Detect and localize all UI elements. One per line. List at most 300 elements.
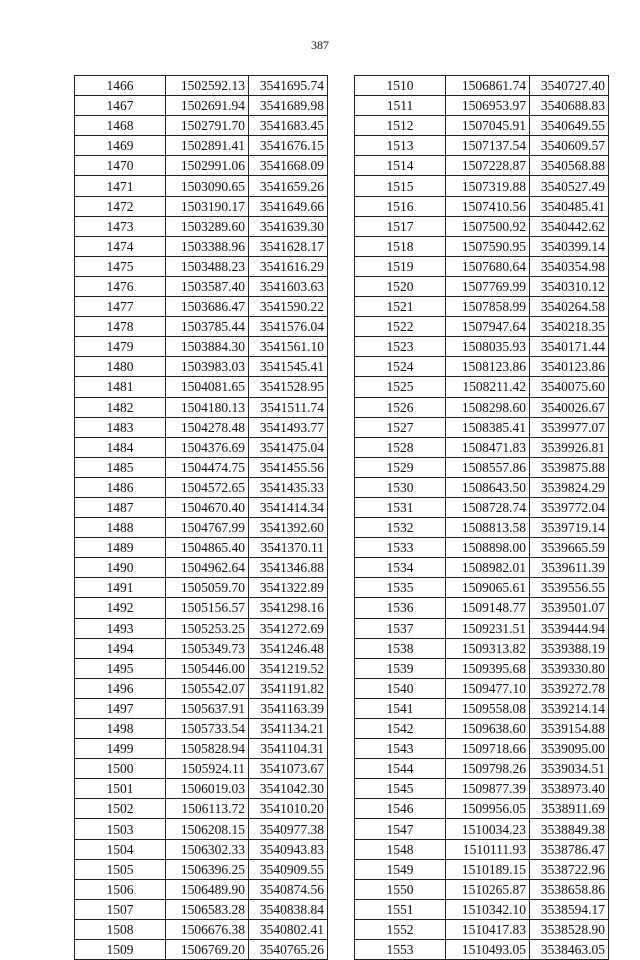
table-row	[355, 518, 609, 538]
x-coordinate-cell: 1507319.88	[446, 176, 530, 196]
y-coordinate-cell: 3540218.35	[530, 317, 609, 337]
point-number-cell: 1539	[355, 658, 446, 678]
x-coordinate-cell: 1509638.60	[446, 719, 530, 739]
x-coordinate-cell: 1509718.66	[446, 739, 530, 759]
x-coordinate-cell: 1506583.28	[166, 899, 249, 919]
x-coordinate-cell: 1508898.00	[446, 538, 530, 558]
y-coordinate-cell: 3539875.88	[530, 457, 609, 477]
y-coordinate-cell: 3539665.59	[530, 538, 609, 558]
x-coordinate-cell: 1507228.87	[446, 156, 530, 176]
table-row	[355, 357, 609, 377]
x-coordinate-cell: 1506302.33	[166, 839, 249, 859]
point-number-cell: 1529	[355, 457, 446, 477]
point-number-cell: 1544	[355, 759, 446, 779]
y-coordinate-cell: 3540727.40	[530, 76, 609, 96]
table-row	[75, 397, 328, 417]
point-number-cell: 1490	[75, 558, 166, 578]
point-number-cell: 1505	[75, 859, 166, 879]
table-row	[355, 558, 609, 578]
point-number-cell: 1504	[75, 839, 166, 859]
y-coordinate-cell: 3541042.30	[249, 779, 328, 799]
x-coordinate-cell: 1502991.06	[166, 156, 249, 176]
x-coordinate-cell: 1508471.83	[446, 437, 530, 457]
table-row	[355, 377, 609, 397]
x-coordinate-cell: 1507045.91	[446, 116, 530, 136]
x-coordinate-cell: 1510342.10	[446, 899, 530, 919]
point-number-cell: 1553	[355, 940, 446, 960]
y-coordinate-cell: 3541191.82	[249, 678, 328, 698]
table-row	[75, 417, 328, 437]
point-number-cell: 1466	[75, 76, 166, 96]
x-coordinate-cell: 1505446.00	[166, 658, 249, 678]
x-coordinate-cell: 1508728.74	[446, 497, 530, 517]
table-row	[75, 779, 328, 799]
x-coordinate-cell: 1509148.77	[446, 598, 530, 618]
point-number-cell: 1520	[355, 276, 446, 296]
point-number-cell: 1543	[355, 739, 446, 759]
point-number-cell: 1472	[75, 196, 166, 216]
point-number-cell: 1477	[75, 297, 166, 317]
point-number-cell: 1549	[355, 859, 446, 879]
table-row	[75, 337, 328, 357]
table-row	[355, 256, 609, 276]
y-coordinate-cell: 3541298.16	[249, 598, 328, 618]
table-row	[75, 136, 328, 156]
y-coordinate-cell: 3539444.94	[530, 618, 609, 638]
y-coordinate-cell: 3541272.69	[249, 618, 328, 638]
point-number-cell: 1496	[75, 678, 166, 698]
x-coordinate-cell: 1506676.38	[166, 919, 249, 939]
table-row	[355, 116, 609, 136]
point-number-cell: 1469	[75, 136, 166, 156]
point-number-cell: 1507	[75, 899, 166, 919]
y-coordinate-cell: 3540765.26	[249, 940, 328, 960]
y-coordinate-cell: 3541435.33	[249, 477, 328, 497]
table-row	[75, 698, 328, 718]
y-coordinate-cell: 3540649.55	[530, 116, 609, 136]
x-coordinate-cell: 1506208.15	[166, 819, 249, 839]
y-coordinate-cell: 3538786.47	[530, 839, 609, 859]
table-row	[75, 76, 328, 96]
y-coordinate-cell: 3541561.10	[249, 337, 328, 357]
y-coordinate-cell: 3541455.56	[249, 457, 328, 477]
y-coordinate-cell: 3539501.07	[530, 598, 609, 618]
table-row	[355, 216, 609, 236]
x-coordinate-cell: 1505253.25	[166, 618, 249, 638]
x-coordinate-cell: 1507947.64	[446, 317, 530, 337]
x-coordinate-cell: 1508211.42	[446, 377, 530, 397]
y-coordinate-cell: 3540171.44	[530, 337, 609, 357]
y-coordinate-cell: 3541590.22	[249, 297, 328, 317]
x-coordinate-cell: 1509956.05	[446, 799, 530, 819]
x-coordinate-cell: 1504962.64	[166, 558, 249, 578]
table-row	[355, 156, 609, 176]
y-coordinate-cell: 3540838.84	[249, 899, 328, 919]
x-coordinate-cell: 1504767.99	[166, 518, 249, 538]
x-coordinate-cell: 1510034.23	[446, 819, 530, 839]
x-coordinate-cell: 1504376.69	[166, 437, 249, 457]
table-row	[75, 236, 328, 256]
point-number-cell: 1483	[75, 417, 166, 437]
point-number-cell: 1548	[355, 839, 446, 859]
point-number-cell: 1470	[75, 156, 166, 176]
y-coordinate-cell: 3540943.83	[249, 839, 328, 859]
y-coordinate-cell: 3541545.41	[249, 357, 328, 377]
table-row	[75, 96, 328, 116]
table-row	[75, 879, 328, 899]
point-number-cell: 1527	[355, 417, 446, 437]
point-number-cell: 1538	[355, 638, 446, 658]
table-row	[355, 538, 609, 558]
table-row	[355, 96, 609, 116]
table-row	[75, 799, 328, 819]
point-number-cell: 1482	[75, 397, 166, 417]
point-number-cell: 1484	[75, 437, 166, 457]
point-number-cell: 1468	[75, 116, 166, 136]
y-coordinate-cell: 3540609.57	[530, 136, 609, 156]
table-row	[355, 940, 609, 960]
y-coordinate-cell: 3541134.21	[249, 719, 328, 739]
point-number-cell: 1523	[355, 337, 446, 357]
x-coordinate-cell: 1505924.11	[166, 759, 249, 779]
y-coordinate-cell: 3540527.49	[530, 176, 609, 196]
table-row	[75, 196, 328, 216]
table-row	[75, 116, 328, 136]
x-coordinate-cell: 1509798.26	[446, 759, 530, 779]
table-row	[75, 578, 328, 598]
y-coordinate-cell: 3540977.38	[249, 819, 328, 839]
point-number-cell: 1547	[355, 819, 446, 839]
y-coordinate-cell: 3539095.00	[530, 739, 609, 759]
x-coordinate-cell: 1506489.90	[166, 879, 249, 899]
y-coordinate-cell: 3539719.14	[530, 518, 609, 538]
table-row	[355, 879, 609, 899]
x-coordinate-cell: 1503190.17	[166, 196, 249, 216]
y-coordinate-cell: 3541528.95	[249, 377, 328, 397]
point-number-cell: 1536	[355, 598, 446, 618]
point-number-cell: 1517	[355, 216, 446, 236]
x-coordinate-cell: 1502891.41	[166, 136, 249, 156]
y-coordinate-cell: 3539388.19	[530, 638, 609, 658]
x-coordinate-cell: 1510493.05	[446, 940, 530, 960]
table-row	[75, 819, 328, 839]
y-coordinate-cell: 3540123.86	[530, 357, 609, 377]
point-number-cell: 1479	[75, 337, 166, 357]
point-number-cell: 1509	[75, 940, 166, 960]
point-number-cell: 1515	[355, 176, 446, 196]
table-row	[355, 799, 609, 819]
point-number-cell: 1535	[355, 578, 446, 598]
point-number-cell: 1485	[75, 457, 166, 477]
table-row	[355, 638, 609, 658]
table-row	[355, 276, 609, 296]
point-number-cell: 1497	[75, 698, 166, 718]
x-coordinate-cell: 1504278.48	[166, 417, 249, 437]
table-row	[75, 297, 328, 317]
y-coordinate-cell: 3539034.51	[530, 759, 609, 779]
point-number-cell: 1533	[355, 538, 446, 558]
x-coordinate-cell: 1508982.01	[446, 558, 530, 578]
point-number-cell: 1526	[355, 397, 446, 417]
x-coordinate-cell: 1503785.44	[166, 317, 249, 337]
y-coordinate-cell: 3541010.20	[249, 799, 328, 819]
x-coordinate-cell: 1510265.87	[446, 879, 530, 899]
table-row	[75, 538, 328, 558]
y-coordinate-cell: 3539272.78	[530, 678, 609, 698]
table-row	[355, 678, 609, 698]
x-coordinate-cell: 1509231.51	[446, 618, 530, 638]
y-coordinate-cell: 3539214.14	[530, 698, 609, 718]
point-number-cell: 1511	[355, 96, 446, 116]
point-number-cell: 1525	[355, 377, 446, 397]
y-coordinate-cell: 3538849.38	[530, 819, 609, 839]
table-row	[355, 658, 609, 678]
x-coordinate-cell: 1506953.97	[446, 96, 530, 116]
y-coordinate-cell: 3539926.81	[530, 437, 609, 457]
y-coordinate-cell: 3541616.29	[249, 256, 328, 276]
point-number-cell: 1545	[355, 779, 446, 799]
y-coordinate-cell: 3541073.67	[249, 759, 328, 779]
table-row	[355, 457, 609, 477]
x-coordinate-cell: 1504670.40	[166, 497, 249, 517]
table-row	[75, 156, 328, 176]
table-row	[75, 940, 328, 960]
point-number-cell: 1495	[75, 658, 166, 678]
y-coordinate-cell: 3538722.96	[530, 859, 609, 879]
table-row	[75, 497, 328, 517]
table-row	[75, 477, 328, 497]
table-row	[355, 317, 609, 337]
y-coordinate-cell: 3539330.80	[530, 658, 609, 678]
point-number-cell: 1475	[75, 256, 166, 276]
table-row	[355, 839, 609, 859]
y-coordinate-cell: 3540874.56	[249, 879, 328, 899]
table-row	[355, 578, 609, 598]
point-number-cell: 1480	[75, 357, 166, 377]
table-row	[75, 598, 328, 618]
x-coordinate-cell: 1505059.70	[166, 578, 249, 598]
page-number: 387	[311, 38, 329, 52]
point-number-cell: 1522	[355, 317, 446, 337]
table-row	[75, 457, 328, 477]
point-number-cell: 1537	[355, 618, 446, 638]
x-coordinate-cell: 1504180.13	[166, 397, 249, 417]
table-row	[355, 698, 609, 718]
point-number-cell: 1552	[355, 919, 446, 939]
x-coordinate-cell: 1503587.40	[166, 276, 249, 296]
x-coordinate-cell: 1506113.72	[166, 799, 249, 819]
y-coordinate-cell: 3541603.63	[249, 276, 328, 296]
point-number-cell: 1467	[75, 96, 166, 116]
point-number-cell: 1513	[355, 136, 446, 156]
y-coordinate-cell: 3541414.34	[249, 497, 328, 517]
y-coordinate-cell: 3540688.83	[530, 96, 609, 116]
table-row	[355, 618, 609, 638]
point-number-cell: 1550	[355, 879, 446, 899]
y-coordinate-cell: 3539154.88	[530, 719, 609, 739]
table-row	[355, 497, 609, 517]
y-coordinate-cell: 3540075.60	[530, 377, 609, 397]
table-row	[355, 297, 609, 317]
point-number-cell: 1488	[75, 518, 166, 538]
point-number-cell: 1501	[75, 779, 166, 799]
y-coordinate-cell: 3540485.41	[530, 196, 609, 216]
x-coordinate-cell: 1503983.03	[166, 357, 249, 377]
table-row	[75, 437, 328, 457]
y-coordinate-cell: 3538911.69	[530, 799, 609, 819]
x-coordinate-cell: 1508298.60	[446, 397, 530, 417]
point-number-cell: 1518	[355, 236, 446, 256]
table-row	[75, 216, 328, 236]
y-coordinate-cell: 3540354.98	[530, 256, 609, 276]
y-coordinate-cell: 3541683.45	[249, 116, 328, 136]
point-number-cell: 1481	[75, 377, 166, 397]
y-coordinate-cell: 3541163.39	[249, 698, 328, 718]
x-coordinate-cell: 1504474.75	[166, 457, 249, 477]
y-coordinate-cell: 3541668.09	[249, 156, 328, 176]
point-number-cell: 1471	[75, 176, 166, 196]
point-number-cell: 1498	[75, 719, 166, 739]
table-row	[75, 638, 328, 658]
x-coordinate-cell: 1504865.40	[166, 538, 249, 558]
y-coordinate-cell: 3539556.55	[530, 578, 609, 598]
x-coordinate-cell: 1505349.73	[166, 638, 249, 658]
x-coordinate-cell: 1508557.86	[446, 457, 530, 477]
x-coordinate-cell: 1504081.65	[166, 377, 249, 397]
table-row	[355, 136, 609, 156]
y-coordinate-cell: 3541649.66	[249, 196, 328, 216]
x-coordinate-cell: 1507858.99	[446, 297, 530, 317]
x-coordinate-cell: 1508035.93	[446, 337, 530, 357]
x-coordinate-cell: 1510417.83	[446, 919, 530, 939]
y-coordinate-cell: 3541628.17	[249, 236, 328, 256]
x-coordinate-cell: 1505542.07	[166, 678, 249, 698]
point-number-cell: 1499	[75, 739, 166, 759]
y-coordinate-cell: 3540399.14	[530, 236, 609, 256]
table-row	[355, 859, 609, 879]
table-row	[355, 76, 609, 96]
x-coordinate-cell: 1505828.94	[166, 739, 249, 759]
y-coordinate-cell: 3541576.04	[249, 317, 328, 337]
x-coordinate-cell: 1508123.86	[446, 357, 530, 377]
point-number-cell: 1516	[355, 196, 446, 216]
point-number-cell: 1532	[355, 518, 446, 538]
point-number-cell: 1493	[75, 618, 166, 638]
x-coordinate-cell: 1507680.64	[446, 256, 530, 276]
point-number-cell: 1542	[355, 719, 446, 739]
point-number-cell: 1510	[355, 76, 446, 96]
table-row	[355, 196, 609, 216]
point-number-cell: 1534	[355, 558, 446, 578]
point-number-cell: 1540	[355, 678, 446, 698]
y-coordinate-cell: 3538463.05	[530, 940, 609, 960]
table-row	[75, 256, 328, 276]
y-coordinate-cell: 3539824.29	[530, 477, 609, 497]
x-coordinate-cell: 1503090.65	[166, 176, 249, 196]
y-coordinate-cell: 3541695.74	[249, 76, 328, 96]
table-row	[355, 417, 609, 437]
y-coordinate-cell: 3541676.15	[249, 136, 328, 156]
table-row	[355, 598, 609, 618]
table-row	[355, 739, 609, 759]
y-coordinate-cell: 3540264.58	[530, 297, 609, 317]
x-coordinate-cell: 1509395.68	[446, 658, 530, 678]
table-row	[355, 719, 609, 739]
table-row	[75, 739, 328, 759]
y-coordinate-cell: 3540442.62	[530, 216, 609, 236]
y-coordinate-cell: 3541392.60	[249, 518, 328, 538]
table-body	[355, 76, 609, 960]
y-coordinate-cell: 3540026.67	[530, 397, 609, 417]
point-number-cell: 1551	[355, 899, 446, 919]
y-coordinate-cell: 3541659.26	[249, 176, 328, 196]
y-coordinate-cell: 3541511.74	[249, 397, 328, 417]
table-body	[75, 76, 328, 960]
y-coordinate-cell: 3538594.17	[530, 899, 609, 919]
table-row	[75, 919, 328, 939]
point-number-cell: 1541	[355, 698, 446, 718]
table-row	[355, 477, 609, 497]
point-number-cell: 1512	[355, 116, 446, 136]
table-row	[75, 759, 328, 779]
x-coordinate-cell: 1507500.92	[446, 216, 530, 236]
table-row	[75, 859, 328, 879]
point-number-cell: 1491	[75, 578, 166, 598]
x-coordinate-cell: 1507410.56	[446, 196, 530, 216]
point-number-cell: 1531	[355, 497, 446, 517]
x-coordinate-cell: 1505637.91	[166, 698, 249, 718]
y-coordinate-cell: 3540568.88	[530, 156, 609, 176]
table-row	[355, 899, 609, 919]
table-row	[355, 337, 609, 357]
point-number-cell: 1546	[355, 799, 446, 819]
table-row	[355, 437, 609, 457]
x-coordinate-cell: 1509477.10	[446, 678, 530, 698]
y-coordinate-cell: 3540909.55	[249, 859, 328, 879]
x-coordinate-cell: 1507590.95	[446, 236, 530, 256]
x-coordinate-cell: 1509558.08	[446, 698, 530, 718]
x-coordinate-cell: 1506396.25	[166, 859, 249, 879]
y-coordinate-cell: 3541346.88	[249, 558, 328, 578]
x-coordinate-cell: 1503289.60	[166, 216, 249, 236]
point-number-cell: 1476	[75, 276, 166, 296]
point-number-cell: 1502	[75, 799, 166, 819]
table-row	[75, 618, 328, 638]
table-row	[75, 518, 328, 538]
point-number-cell: 1508	[75, 919, 166, 939]
coordinates-table-left	[74, 75, 328, 960]
point-number-cell: 1500	[75, 759, 166, 779]
point-number-cell: 1528	[355, 437, 446, 457]
point-number-cell: 1524	[355, 357, 446, 377]
point-number-cell: 1519	[355, 256, 446, 276]
table-row	[75, 357, 328, 377]
y-coordinate-cell: 3541493.77	[249, 417, 328, 437]
y-coordinate-cell: 3540310.12	[530, 276, 609, 296]
x-coordinate-cell: 1503686.47	[166, 297, 249, 317]
x-coordinate-cell: 1508643.50	[446, 477, 530, 497]
table-row	[355, 176, 609, 196]
y-coordinate-cell: 3541475.04	[249, 437, 328, 457]
table-row	[75, 276, 328, 296]
y-coordinate-cell: 3541104.31	[249, 739, 328, 759]
x-coordinate-cell: 1506769.20	[166, 940, 249, 960]
table-row	[75, 658, 328, 678]
y-coordinate-cell: 3540802.41	[249, 919, 328, 939]
table-row	[355, 759, 609, 779]
y-coordinate-cell: 3539611.39	[530, 558, 609, 578]
table-row	[355, 236, 609, 256]
